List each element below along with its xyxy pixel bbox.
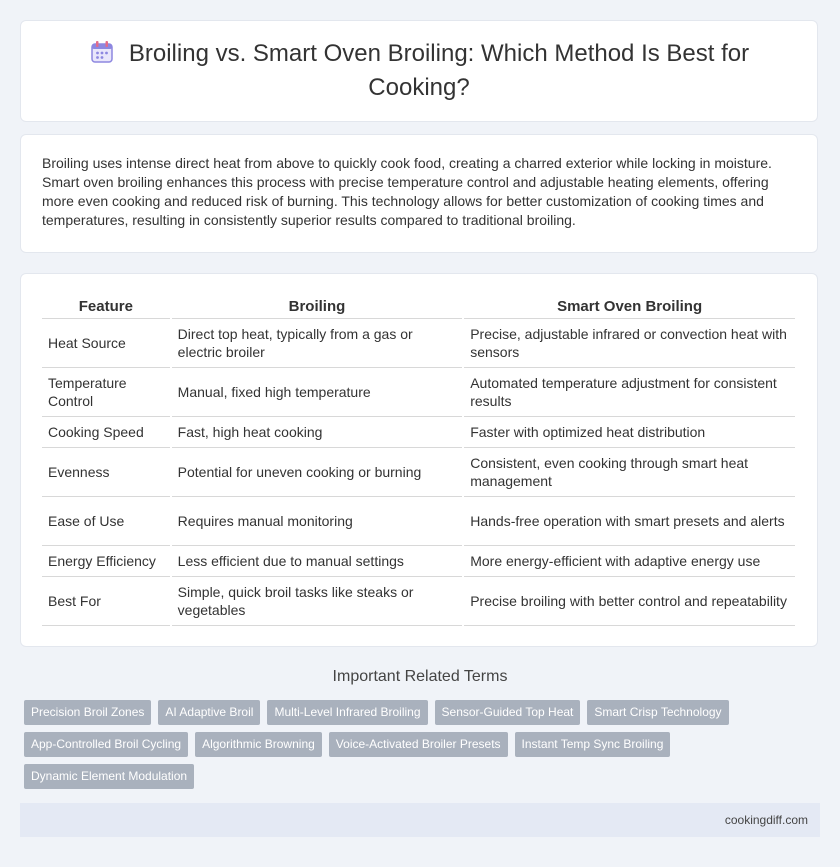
related-term-tag[interactable]: Instant Temp Sync Broiling [515, 732, 671, 757]
related-terms-list [24, 700, 814, 796]
smart-oven-cell: More energy-efficient with adaptive energy use [464, 546, 795, 577]
broiling-cell: Fast, high heat cooking [172, 417, 463, 448]
related-term-tag[interactable]: Precision Broil Zones [24, 700, 151, 725]
feature-cell: Heat Source [42, 319, 170, 368]
calendar-icon [89, 39, 115, 73]
related-term-tag[interactable]: Multi-Level Infrared Broiling [267, 700, 427, 725]
broiling-cell: Less efficient due to manual settings [172, 546, 463, 577]
broiling-cell: Manual, fixed high temperature [172, 368, 463, 417]
related-term-tag[interactable]: AI Adaptive Broil [158, 700, 260, 725]
header-smart-oven-broiling: Smart Oven Broiling [464, 294, 795, 319]
smart-oven-cell: Precise broiling with better control and repeatability [464, 577, 795, 626]
related-term-tag[interactable]: Sensor-Guided Top Heat [435, 700, 581, 725]
page-title-text: Broiling vs. Smart Oven Broiling: Which Method Is Best for Cooking? [128, 40, 750, 101]
table-row [42, 368, 795, 417]
page-title [69, 39, 769, 103]
feature-cell: Ease of Use [42, 497, 170, 546]
related-term-tag[interactable]: Voice-Activated Broiler Presets [329, 732, 508, 757]
intro-paragraph: Broiling uses intense direct heat from above to quickly cook food, creating a charred exterior while locking in moisture. Smart oven broiling enhances this process with precise temperature control and adjustable heating elements, offering more even cooking and reduced risk of burning. This technology allows for better customization of cooking times and temperatures, resulting in consistently superior results compared to traditional broiling. [42, 155, 772, 228]
feature-cell: Temperature Control [42, 368, 170, 417]
table-row [42, 448, 795, 497]
broiling-cell: Potential for uneven cooking or burning [172, 448, 463, 497]
related-term-tag[interactable]: Dynamic Element Modulation [24, 764, 194, 789]
comparison-card [20, 273, 818, 647]
related-terms-heading: Important Related Terms [332, 668, 508, 685]
feature-cell: Cooking Speed [42, 417, 170, 448]
feature-cell: Evenness [42, 448, 170, 497]
smart-oven-cell: Automated temperature adjustment for consistent results [464, 368, 795, 417]
table-row [42, 577, 795, 626]
table-row [42, 497, 795, 546]
table-row [42, 319, 795, 368]
related-term-tag[interactable]: Smart Crisp Technology [587, 700, 728, 725]
broiling-cell: Requires manual monitoring [172, 497, 463, 546]
header-broiling: Broiling [172, 294, 463, 319]
table-header-row [42, 294, 795, 319]
feature-cell: Energy Efficiency [42, 546, 170, 577]
header-feature: Feature [42, 294, 170, 319]
related-term-tag[interactable]: Algorithmic Browning [195, 732, 322, 757]
related-term-tag[interactable]: App-Controlled Broil Cycling [24, 732, 188, 757]
intro-card [20, 134, 818, 253]
smart-oven-cell: Consistent, even cooking through smart heat management [464, 448, 795, 497]
feature-cell: Best For [42, 577, 170, 626]
broiling-cell: Simple, quick broil tasks like steaks or vegetables [172, 577, 463, 626]
footer [20, 803, 820, 837]
smart-oven-cell: Hands-free operation with smart presets and alerts [464, 497, 795, 546]
smart-oven-cell: Faster with optimized heat distribution [464, 417, 795, 448]
smart-oven-cell: Precise, adjustable infrared or convection heat with sensors [464, 319, 795, 368]
broiling-cell: Direct top heat, typically from a gas or electric broiler [172, 319, 463, 368]
footer-site-link[interactable]: cookingdiff.com [724, 813, 808, 827]
table-row [42, 417, 795, 448]
comparison-table [40, 294, 797, 626]
table-row [42, 546, 795, 577]
title-card [20, 20, 818, 122]
